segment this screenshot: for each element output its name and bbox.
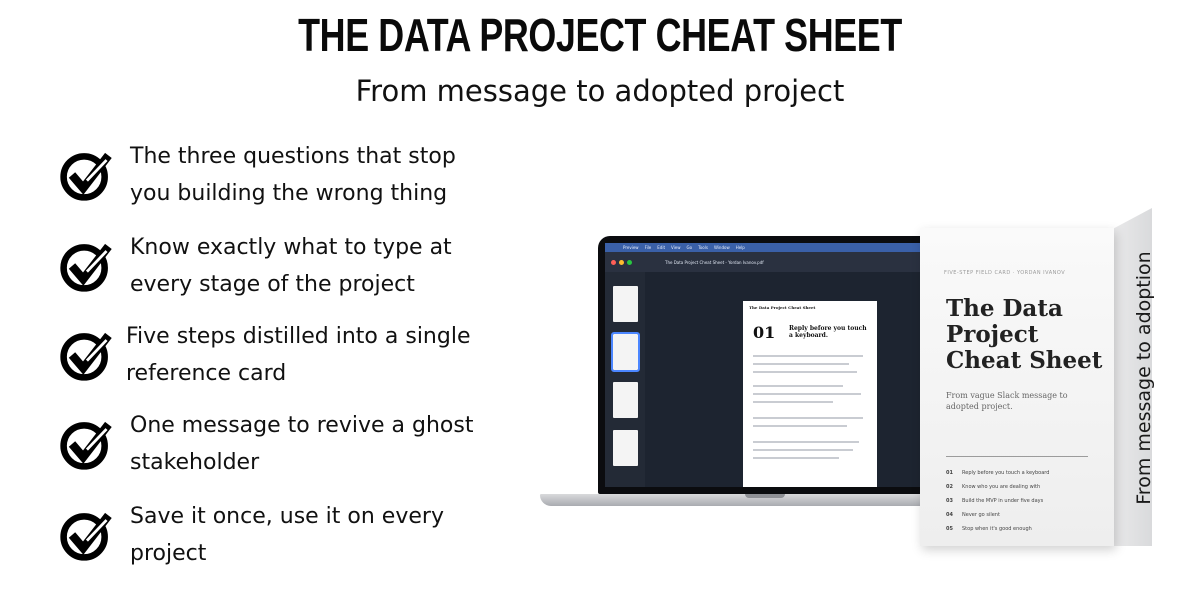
- close-dot-icon: [611, 260, 616, 265]
- menu-item: Tools: [698, 245, 708, 250]
- menu-item: Preview: [623, 245, 639, 250]
- divider: [946, 456, 1088, 457]
- check-circle-icon: [58, 416, 114, 472]
- check-circle-icon: [58, 147, 114, 203]
- text-line: [753, 449, 853, 451]
- step-number: 03: [946, 498, 953, 504]
- text-line: [753, 363, 849, 365]
- list-item: [946, 466, 1106, 480]
- step-number: 02: [946, 484, 953, 490]
- page-title: THE DATA PROJECT CHEAT SHEET: [298, 9, 902, 61]
- box-title: The Data Project Cheat Sheet: [946, 295, 1103, 374]
- page-thumbnail: [613, 334, 638, 370]
- list-item: [946, 480, 1106, 494]
- step-label: Know who you are dealing with: [962, 484, 1041, 490]
- check-circle-icon: [58, 327, 114, 383]
- laptop-notch: [745, 494, 785, 498]
- box-side-text: From message to adoption: [1133, 251, 1155, 505]
- text-line: [753, 425, 847, 427]
- text-line: [753, 393, 861, 395]
- benefit-text: Five steps distilled into a single reference card: [126, 324, 471, 386]
- document-page: [743, 301, 877, 487]
- document-step-title: Reply before you touch a keyboard.: [789, 325, 867, 339]
- window-toolbar: [605, 252, 957, 272]
- window-title: The Data Project Cheat Sheet - Yordan Ivanov.pdf: [665, 259, 764, 265]
- text-line: [753, 417, 863, 419]
- document-step-number: 01: [753, 323, 776, 342]
- list-item: [946, 494, 1106, 508]
- text-line: [753, 371, 857, 373]
- box-subtitle: From vague Slack message to adopted project.: [946, 391, 1068, 411]
- list-item: [946, 508, 1106, 522]
- text-line: [753, 441, 859, 443]
- benefit-item: [58, 498, 490, 572]
- benefit-item: [58, 138, 490, 212]
- minimize-dot-icon: [619, 260, 624, 265]
- page-thumbnail: [613, 382, 638, 418]
- text-line: [753, 355, 863, 357]
- benefit-text: Save it once, use it on every project: [130, 504, 444, 566]
- menu-item: Edit: [657, 245, 666, 250]
- check-circle-icon: [58, 507, 114, 563]
- zoom-dot-icon: [627, 260, 632, 265]
- laptop-screen-frame: [598, 236, 964, 494]
- benefit-item: [58, 229, 490, 303]
- thumbnail-sidebar: [605, 272, 645, 487]
- step-number: 05: [946, 526, 953, 532]
- benefit-item: [58, 318, 486, 392]
- page-thumbnail: [613, 286, 638, 322]
- menu-item: Window: [713, 245, 730, 250]
- text-line: [753, 457, 839, 459]
- step-number: 04: [946, 512, 953, 518]
- box-kicker: FIVE-STEP FIELD CARD · YORDAN IVANOV: [944, 270, 1066, 276]
- menu-item: File: [644, 245, 652, 250]
- text-line: [753, 401, 833, 403]
- page-subtitle: From message to adopted project: [355, 74, 845, 108]
- menu-item: Help: [735, 245, 745, 250]
- step-label: Never go silent: [962, 512, 1000, 518]
- step-label: Build the MVP in under five days: [962, 498, 1044, 504]
- page-thumbnail: [613, 430, 638, 466]
- menu-bar: [605, 243, 957, 252]
- product-box: [920, 208, 1155, 548]
- benefit-text: The three questions that stop you building the wrong thing: [130, 144, 456, 206]
- menu-item: Go: [686, 245, 693, 250]
- laptop-screen: [605, 243, 957, 487]
- text-line: [753, 385, 843, 387]
- benefit-text: Know exactly what to type at every stage of the project: [130, 235, 452, 297]
- document-header: The Data Project Cheat Sheet: [749, 305, 816, 310]
- list-item: [946, 522, 1106, 536]
- benefit-item: [58, 407, 490, 481]
- box-front: [920, 228, 1114, 546]
- box-step-list: [946, 466, 1106, 536]
- step-label: Reply before you touch a keyboard: [962, 470, 1050, 476]
- check-circle-icon: [58, 238, 114, 294]
- menu-item: View: [671, 245, 681, 250]
- benefit-text: One message to revive a ghost stakeholder: [130, 413, 474, 475]
- step-label: Stop when it's good enough: [962, 526, 1032, 532]
- step-number: 01: [946, 470, 953, 476]
